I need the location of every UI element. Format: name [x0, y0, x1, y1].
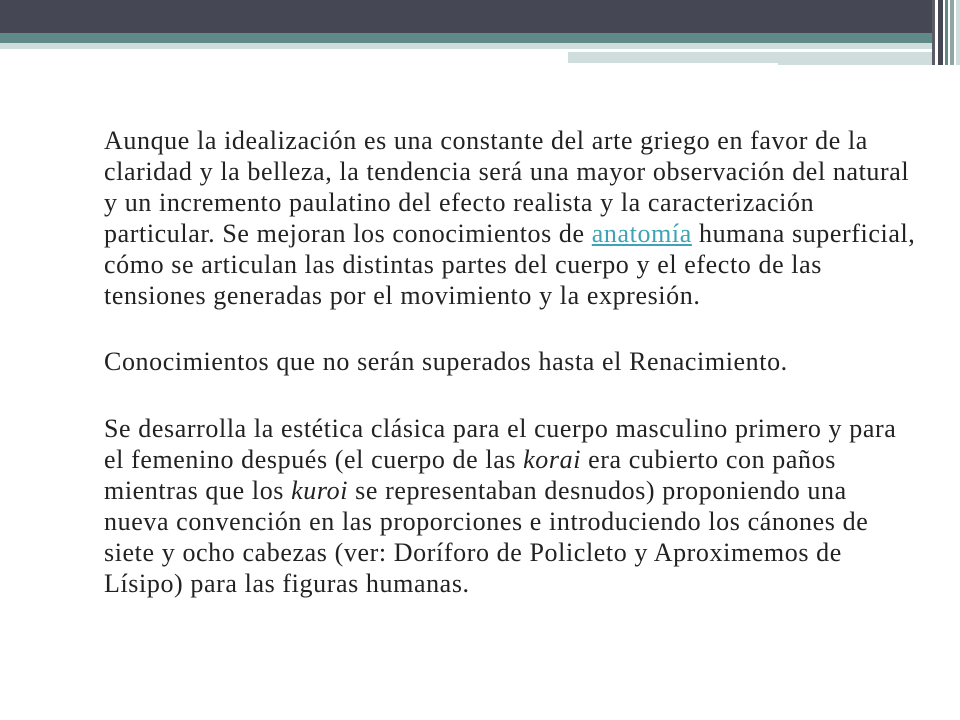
header-teal-band — [0, 33, 932, 43]
paragraph-renaissance — [104, 346, 916, 377]
header-white-line — [570, 50, 890, 52]
paragraph-text: Conocimientos que no serán superados hasta el Renacimiento. — [104, 347, 788, 376]
paragraph-text: Aunque la idealización es una constante del arte griego en favor de la claridad y la belleza, la tendencia será una mayor observación del natural y un incremento paulatino del efecto realista y la caracterización particular. Se mejoran los conocimientos de — [104, 126, 910, 248]
header-dark-bar — [0, 0, 932, 33]
stripe — [956, 0, 960, 65]
header-pale-band — [0, 43, 932, 49]
paragraph-text: Se desarrolla la estética clásica para el cuerpo masculino primero y para el femenino después (el cuerpo de las — [104, 414, 897, 474]
paragraph-text: se representaban desnudos) proponiendo una nueva convención en las proporciones e introduciendo los cánones de siete y ocho cabezas (ver: Doríforo de Policleto y Aproximemos de Lísipo) para las figuras humanas. — [104, 476, 869, 598]
paragraph-text: humana superficial, cómo se articulan las distintas partes del cuerpo y el efecto de las tensiones generadas por el movimiento y la expresión. — [104, 219, 916, 310]
paragraph-classical-aesthetic — [104, 413, 916, 599]
anatomia-link[interactable]: anatomía — [591, 219, 692, 248]
paragraph-text: era cubierto con paños mientras que los — [104, 445, 836, 505]
italic-term-korai: korai — [523, 445, 582, 474]
paragraph-idealization — [104, 125, 916, 311]
header-right-stripes — [932, 0, 960, 65]
italic-term-kuroi: kuroi — [291, 476, 349, 505]
header-shelf-line — [568, 63, 778, 65]
